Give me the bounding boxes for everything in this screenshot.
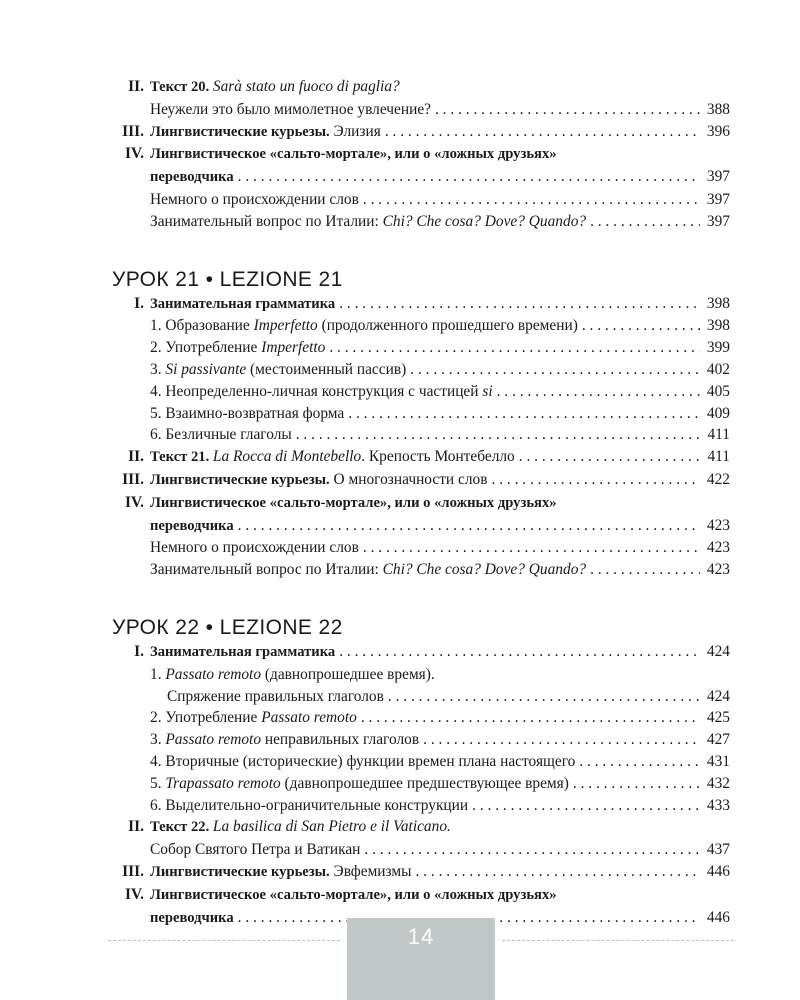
page-ref: 399 <box>706 339 730 357</box>
toc-line-text: 2. Употребление <box>150 709 262 727</box>
toc-entry <box>112 816 730 861</box>
dot-leader <box>497 381 700 403</box>
toc-line[interactable] <box>150 729 730 751</box>
dot-leader <box>492 469 701 491</box>
toc-line-text: 3. <box>150 731 166 749</box>
toc-line-text: si <box>482 382 493 400</box>
toc-line-text: 4. Вторичные (исторические) функции времен плана настоящего <box>150 752 576 770</box>
toc-line-text: . Крепость Монтебелло <box>361 448 515 466</box>
lesson-21-heading: УРОК 21 • LEZIONE 21 <box>112 267 343 291</box>
page-ref: 432 <box>706 774 730 792</box>
toc-line-text: Элизия <box>329 122 381 140</box>
page-ref: 397 <box>706 190 730 208</box>
toc-line[interactable] <box>150 469 730 492</box>
dot-leader <box>339 641 700 663</box>
toc-line-text: Занимательный вопрос по Италии: <box>150 212 383 230</box>
dot-leader <box>410 359 700 381</box>
toc-line-text: Si passivante <box>165 360 247 378</box>
toc-line[interactable] <box>150 773 730 795</box>
toc-line[interactable] <box>150 707 730 729</box>
dot-leader <box>435 99 700 121</box>
toc-line-text: La basilica di San Pietro e il Vaticano. <box>212 818 451 836</box>
toc-line-text: La Rocca di Montebello <box>212 448 362 466</box>
entry-number: II. <box>128 818 144 836</box>
toc-line-text: Лингвистическое «сальто-мортале», или о «ложных друзьях» <box>150 494 557 511</box>
page-ref: 423 <box>706 516 730 534</box>
toc-line-text: Imperfetto <box>253 317 318 335</box>
page-ref: 423 <box>706 561 730 579</box>
entry-number: II. <box>128 78 144 95</box>
entry-number: I. <box>134 642 144 660</box>
toc-line-text: Sarà stato un fuoco di paglia? <box>212 78 400 95</box>
toc-line-text: Лингвистическое «сальто-мортале», или о «ложных друзьях» <box>150 886 557 903</box>
toc-line[interactable] <box>150 492 730 515</box>
toc-line[interactable] <box>150 99 730 121</box>
toc-line-text: (продолженного прошедшего времени) <box>317 317 578 335</box>
toc-line-text: 5. Взаимно-возвратная форма <box>150 404 345 422</box>
page-footer <box>0 918 800 1000</box>
toc-entry <box>112 861 730 884</box>
toc-line[interactable] <box>150 143 730 166</box>
toc-line-text: Занимательная грамматика <box>150 643 336 660</box>
toc-line-text: О многозначности слов <box>329 470 488 488</box>
table-of-contents <box>112 76 730 929</box>
entry-number: III. <box>122 122 144 140</box>
toc-line[interactable] <box>150 189 730 211</box>
lesson-22-heading: УРОК 22 • LEZIONE 22 <box>112 615 343 639</box>
page-ref: 397 <box>706 168 730 186</box>
toc-line-text: Спряжение правильных глаголов <box>167 687 384 705</box>
page-ref: 398 <box>706 317 730 335</box>
page-ref: 427 <box>706 731 730 749</box>
page-ref: 396 <box>706 122 730 140</box>
toc-line-text: Занимательная грамматика <box>150 295 336 312</box>
toc-line-text: 5. <box>150 774 166 792</box>
toc-line[interactable] <box>150 839 730 861</box>
page-ref: 425 <box>706 709 730 727</box>
toc-line[interactable] <box>150 211 730 233</box>
toc-lesson-21 <box>112 267 730 581</box>
toc-line-text: Imperfetto <box>261 339 326 357</box>
toc-line-text: 2. Употребление <box>150 339 262 357</box>
dot-leader <box>385 121 700 143</box>
toc-line-text: Лингвистические курьезы. <box>150 123 330 140</box>
toc-line-text: переводчика <box>150 517 234 534</box>
toc-line[interactable] <box>150 884 730 907</box>
toc-line[interactable] <box>150 686 730 708</box>
toc-line-text: Собор Святого Петра и Ватикан <box>150 841 361 859</box>
dot-leader <box>363 189 700 211</box>
toc-line-text: Лингвистические курьезы. <box>150 471 330 488</box>
toc-line[interactable] <box>150 559 730 581</box>
page-ref: 446 <box>706 862 730 880</box>
page-ref: 405 <box>706 382 730 400</box>
toc-entry <box>112 641 730 816</box>
toc-line-text: неправильных глаголов <box>261 731 420 749</box>
toc-line-text: переводчика <box>150 169 234 186</box>
toc-entry <box>112 76 730 121</box>
toc-line[interactable] <box>150 293 730 316</box>
toc-entry <box>112 492 730 581</box>
toc-entry <box>112 446 730 469</box>
page-ref: 437 <box>706 841 730 859</box>
toc-line[interactable] <box>150 403 730 425</box>
entry-number: III. <box>122 470 144 488</box>
toc-line[interactable] <box>150 359 730 381</box>
toc-line-text: Текст 22. <box>150 819 213 836</box>
dot-leader <box>519 446 700 468</box>
entry-number: IV. <box>125 885 144 903</box>
dot-leader <box>361 707 700 729</box>
page-ref: 431 <box>706 752 730 770</box>
footer-left-dashed-rule <box>108 940 340 941</box>
page-ref: 446 <box>706 908 730 926</box>
dot-leader <box>238 515 700 537</box>
toc-line-text: Лингвистические курьезы. <box>150 863 330 880</box>
toc-line-text: Passato remoto <box>261 709 357 727</box>
toc-line[interactable] <box>150 751 730 773</box>
toc-line[interactable] <box>150 381 730 403</box>
toc-line-text: (давнопрошедшее предшествующее время) <box>280 774 569 792</box>
entry-number: I. <box>134 294 144 312</box>
toc-line-text: Занимательный вопрос по Италии: <box>150 561 383 579</box>
toc-line-text: Эвфемизмы <box>329 862 412 880</box>
page-ref: 424 <box>706 642 730 660</box>
toc-line-text: 6. Безличные глаголы <box>150 426 292 444</box>
page-ref: 424 <box>706 687 730 705</box>
dot-leader <box>339 293 700 315</box>
toc-line[interactable] <box>150 816 730 839</box>
dot-leader <box>348 403 700 425</box>
page-ref: 388 <box>706 100 730 118</box>
toc-line-text: Текст 20. <box>150 79 213 95</box>
entry-number: IV. <box>125 145 144 163</box>
dot-leader <box>590 559 700 581</box>
toc-line[interactable] <box>150 446 730 469</box>
dot-leader <box>364 839 700 861</box>
page-ref: 397 <box>706 212 730 230</box>
toc-line-text: (давнопрошедшее время). <box>261 665 435 683</box>
page-ref: 423 <box>706 539 730 557</box>
dot-leader <box>329 337 700 359</box>
page-ref: 411 <box>707 448 730 466</box>
page-ref: 411 <box>707 426 730 444</box>
toc-line[interactable] <box>150 76 730 99</box>
toc-entry <box>112 121 730 144</box>
dot-leader <box>582 315 700 337</box>
dot-leader <box>423 729 700 751</box>
toc-line-text: 1. <box>150 665 166 683</box>
toc-line-text: Chi? Che cosa? Dove? Quando? <box>382 212 587 230</box>
dot-leader <box>415 861 700 883</box>
toc-line-text: Chi? Che cosa? Dove? Quando? <box>382 561 587 579</box>
toc-line[interactable] <box>150 166 730 189</box>
toc-line-text: 6. Выделительно-ограничительные конструкции <box>150 796 469 814</box>
toc-line-text: Немного о происхождении слов <box>150 190 359 208</box>
footer-right-dashed-rule <box>502 940 734 941</box>
toc-entry <box>112 469 730 492</box>
toc-line[interactable] <box>150 315 730 337</box>
toc-line-text: 4. Неопределенно-личная конструкция с частицей <box>150 382 483 400</box>
dot-leader <box>238 166 700 188</box>
dot-leader <box>573 773 700 795</box>
toc-line-text: Passato remoto <box>165 665 262 683</box>
dot-leader <box>388 686 700 708</box>
page-ref: 409 <box>706 404 730 422</box>
dot-leader <box>590 211 700 233</box>
toc-section-previous <box>112 76 730 233</box>
toc-line[interactable] <box>150 337 730 359</box>
toc-line-text: 3. <box>150 360 166 378</box>
toc-lesson-22 <box>112 615 730 929</box>
toc-line-text: Неужели это было мимолетное увлечение? <box>150 100 431 118</box>
toc-line-text: (местоименный пассив) <box>246 360 407 378</box>
entry-number: IV. <box>125 493 144 511</box>
dot-leader <box>296 424 700 446</box>
toc-line-text: Текст 21. <box>150 449 213 466</box>
page-number: 14 <box>407 924 435 949</box>
toc-line[interactable] <box>150 861 730 884</box>
entry-number: III. <box>122 862 144 880</box>
entry-number: II. <box>128 448 144 466</box>
page-ref: 433 <box>706 796 730 814</box>
toc-line-text: 1. Образование <box>150 317 254 335</box>
toc-line-text: Trapassato remoto <box>165 774 281 792</box>
toc-line[interactable] <box>150 424 730 446</box>
toc-line[interactable] <box>150 537 730 559</box>
toc-line[interactable] <box>150 121 730 144</box>
toc-line[interactable] <box>150 664 730 686</box>
toc-line-text: Passato remoto <box>165 731 262 749</box>
toc-line[interactable] <box>150 515 730 538</box>
toc-line[interactable] <box>150 795 730 817</box>
toc-line-text: переводчика <box>150 909 234 926</box>
page-ref: 402 <box>706 360 730 378</box>
dot-leader <box>363 537 700 559</box>
toc-entry <box>112 293 730 447</box>
dot-leader <box>579 751 700 773</box>
page-ref: 398 <box>706 294 730 312</box>
toc-line-text: Немного о происхождении слов <box>150 539 359 557</box>
toc-line-text: Лингвистическое «сальто-мортале», или о «ложных друзьях» <box>150 146 557 163</box>
page-ref: 422 <box>706 470 730 488</box>
toc-line[interactable] <box>150 641 730 664</box>
dot-leader <box>472 795 700 817</box>
toc-entry <box>112 143 730 232</box>
